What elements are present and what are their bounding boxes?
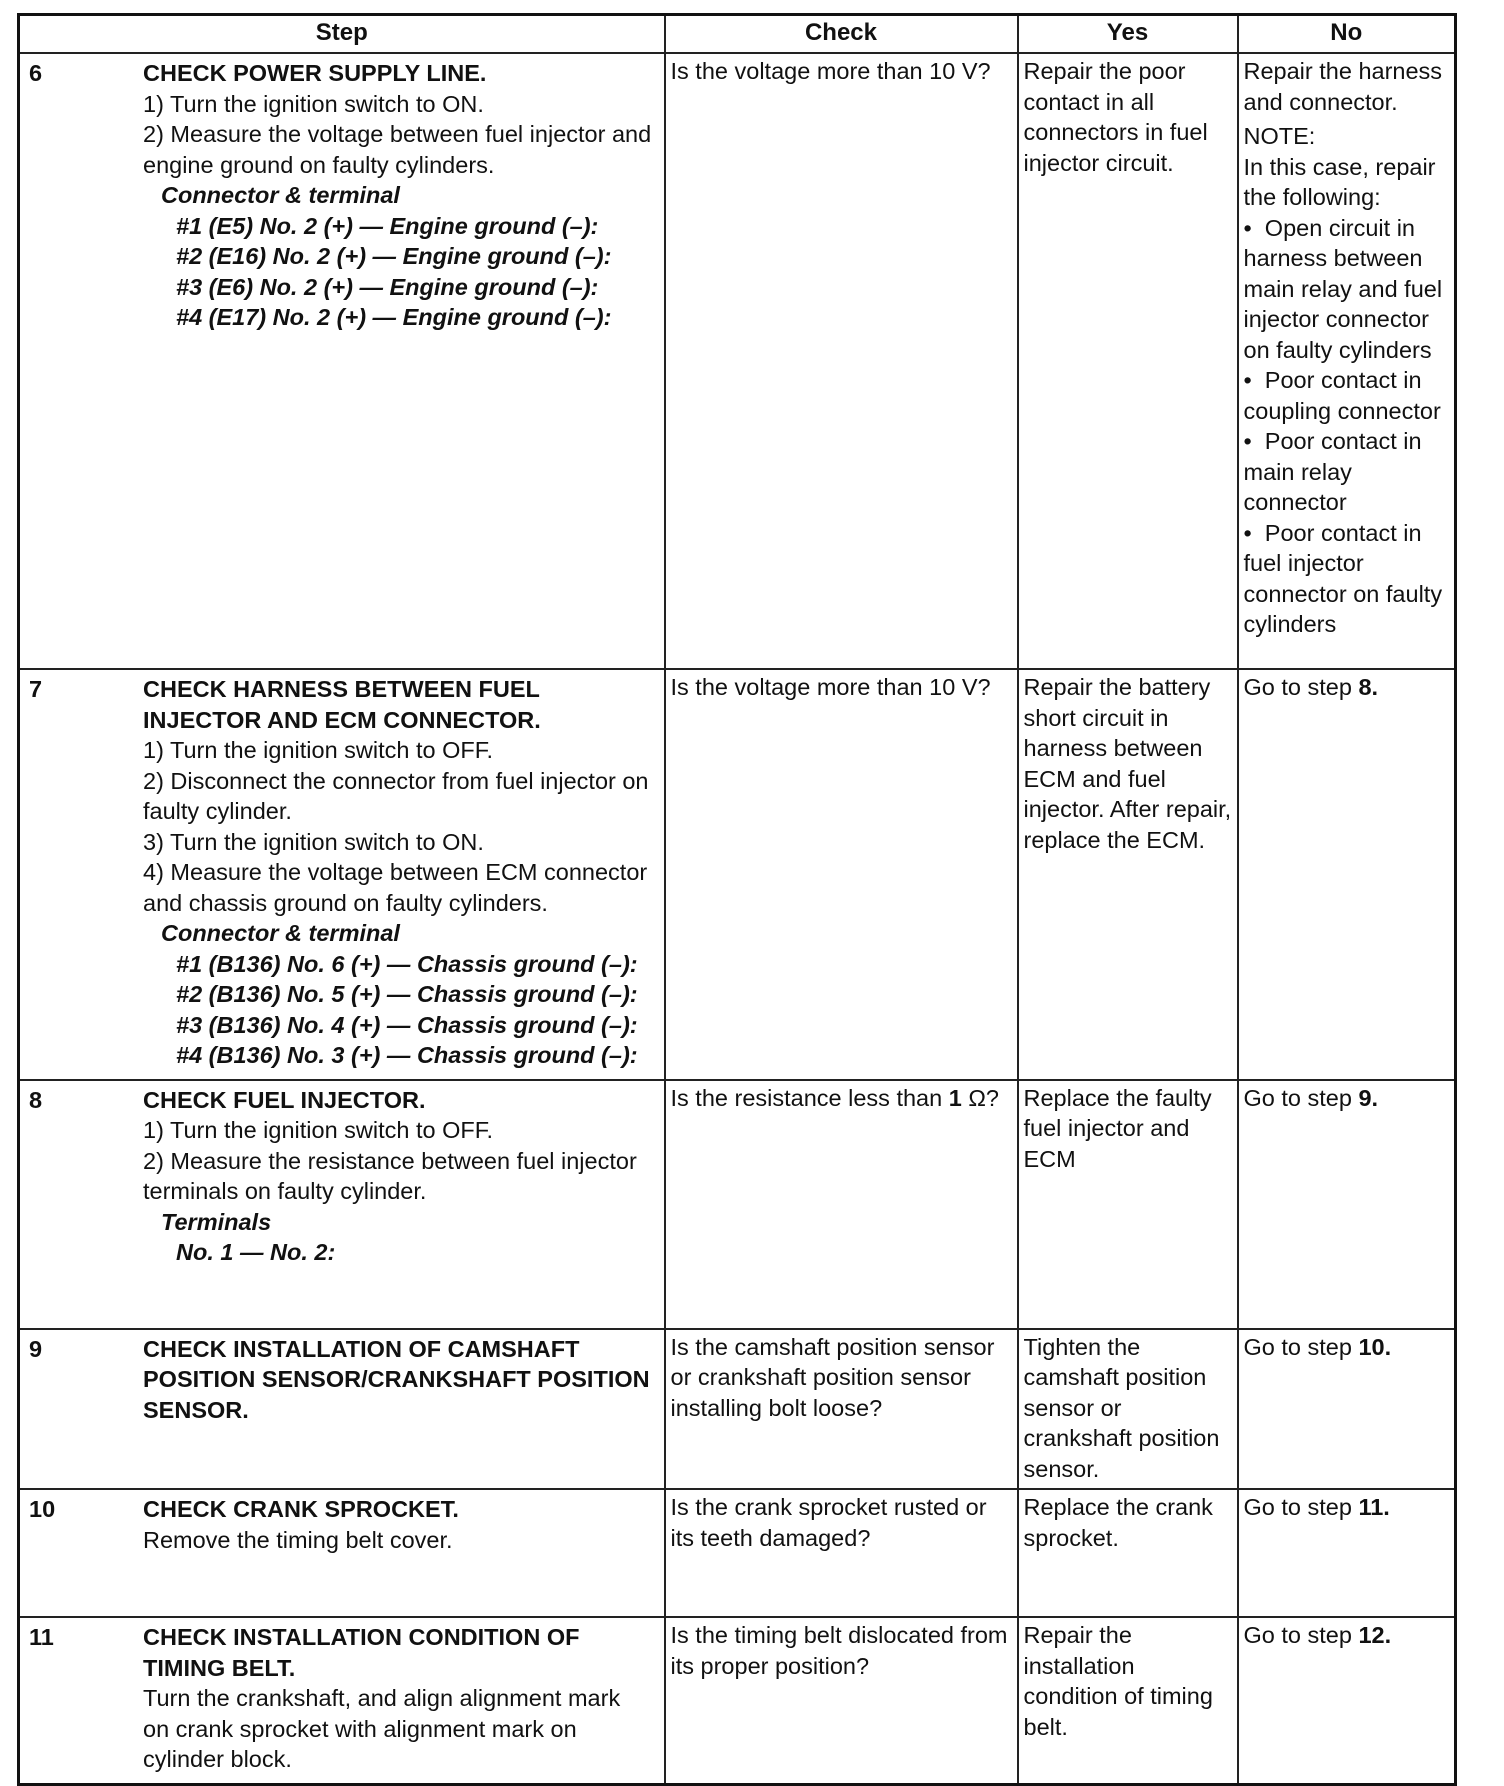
- yes-text: Repair the poor contact in all connectors in fuel injector circuit.: [1023, 58, 1208, 176]
- note-intro: In this case, repair the following:: [1243, 153, 1436, 210]
- no-cell: [1238, 669, 1456, 1080]
- no-cell: [1238, 1080, 1456, 1329]
- step-cell: [19, 53, 665, 669]
- terminal-heading: Connector & terminal: [161, 920, 400, 946]
- note-label: NOTE:: [1243, 123, 1316, 149]
- terminal-line: No. 1 — No. 2:: [176, 1239, 336, 1265]
- header-yes: Yes: [1018, 15, 1238, 54]
- step-cell: [19, 669, 665, 1080]
- no-step-ref: 9.: [1358, 1084, 1379, 1111]
- note-item: • Open circuit in harness between main relay and fuel injector connector on faulty cylinders: [1244, 213, 1450, 366]
- no-step-ref: 8.: [1358, 674, 1379, 700]
- step-title: CHECK POWER SUPPLY LINE.: [143, 60, 487, 86]
- no-step-ref: 11.: [1358, 1494, 1390, 1520]
- instruction: 1) Turn the ignition switch to ON.: [143, 90, 484, 117]
- note-list: [1244, 213, 1450, 640]
- yes-cell: [1018, 669, 1238, 1080]
- check-value: 1: [948, 1084, 962, 1111]
- yes-cell: [1018, 1080, 1238, 1329]
- check-text: Is the voltage more than 10 V?: [670, 58, 991, 84]
- no-cell: [1238, 1489, 1456, 1617]
- terminal-line: #1 (B136) No. 6 (+) — Chassis ground (–):: [176, 950, 638, 977]
- check-cell: [665, 1329, 1018, 1490]
- step-title: CHECK INSTALLATION OF CAMSHAFT POSITION SENSOR/CRANKSHAFT POSITION SENSOR.: [143, 1335, 650, 1423]
- yes-text: Repair the installation condition of timing belt.: [1023, 1622, 1213, 1740]
- step-body: Turn the crankshaft, and align alignment mark on crank sprocket with alignment mark on cylinder block.: [143, 1685, 621, 1772]
- step-cell: [19, 1329, 665, 1490]
- header-check: Check: [665, 15, 1018, 54]
- no-cell: [1238, 1329, 1456, 1490]
- yes-text: Tighten the camshaft position sensor or crankshaft position sensor.: [1023, 1333, 1220, 1482]
- no-prefix: Go to step: [1243, 674, 1359, 700]
- no-text: Repair the harness and connector.: [1243, 58, 1443, 115]
- check-cell: [665, 1080, 1018, 1329]
- terminal-line: #2 (B136) No. 5 (+) — Chassis ground (–):: [176, 981, 638, 1007]
- check-text: Is the crank sprocket rusted or its teeth damaged?: [670, 1494, 987, 1551]
- no-prefix: Go to step: [1243, 1622, 1359, 1648]
- step-number: 8: [29, 1086, 43, 1113]
- instruction: 1) Turn the ignition switch to OFF.: [143, 1117, 494, 1143]
- yes-cell: [1018, 1617, 1238, 1784]
- yes-text: Replace the faulty fuel injector and ECM: [1023, 1084, 1212, 1172]
- yes-cell: [1018, 53, 1238, 669]
- no-step-ref: 10.: [1358, 1333, 1392, 1360]
- step-title: CHECK INSTALLATION CONDITION OF TIMING BELT.: [143, 1624, 580, 1681]
- step-title: CHECK CRANK SPROCKET.: [143, 1496, 459, 1522]
- terminal-line: #4 (E17) No. 2 (+) — Engine ground (–):: [176, 304, 612, 330]
- step-number: 6: [29, 60, 43, 86]
- note-item: • Poor contact in fuel injector connector on faulty cylinders: [1244, 518, 1450, 640]
- instruction: 3) Turn the ignition switch to ON.: [143, 828, 484, 855]
- check-suffix: Ω?: [961, 1084, 999, 1111]
- terminal-line: #2 (E16) No. 2 (+) — Engine ground (–):: [176, 243, 612, 269]
- terminal-line: #4 (B136) No. 3 (+) — Chassis ground (–):: [176, 1042, 638, 1068]
- note-item: • Poor contact in coupling connector: [1244, 365, 1450, 426]
- table-row: [19, 1329, 1456, 1490]
- instruction: 4) Measure the voltage between ECM connector and chassis ground on faulty cylinders.: [143, 859, 648, 916]
- no-prefix: Go to step: [1243, 1084, 1359, 1111]
- header-no: No: [1238, 15, 1456, 54]
- step-cell: [19, 1489, 665, 1617]
- terminal-line: #1 (E5) No. 2 (+) — Engine ground (–):: [176, 212, 599, 239]
- step-number: 7: [29, 676, 43, 702]
- check-cell: [665, 1617, 1018, 1784]
- check-text: Is the timing belt dislocated from its proper position?: [670, 1622, 1008, 1679]
- no-step-ref: 12.: [1358, 1622, 1392, 1648]
- step-number: 9: [29, 1335, 43, 1362]
- yes-cell: [1018, 1329, 1238, 1490]
- header-row: [19, 15, 1456, 54]
- step-body: Remove the timing belt cover.: [143, 1526, 453, 1553]
- table-row: [19, 53, 1456, 669]
- step-title: CHECK HARNESS BETWEEN FUEL INJECTOR AND ECM CONNECTOR.: [143, 676, 541, 733]
- check-text: Is the camshaft position sensor or crankshaft position sensor installing bolt loose?: [670, 1333, 995, 1421]
- yes-text: Repair the battery short circuit in harness between ECM and fuel injector. After repair, replace the ECM.: [1023, 674, 1232, 853]
- no-cell: [1238, 1617, 1456, 1784]
- check-cell: [665, 1489, 1018, 1617]
- step-number: 10: [29, 1496, 56, 1522]
- check-prefix: Is the resistance less than: [670, 1084, 949, 1111]
- table-row: [19, 669, 1456, 1080]
- terminal-heading: Connector & terminal: [161, 182, 400, 208]
- yes-cell: [1018, 1489, 1238, 1617]
- terminal-line: #3 (B136) No. 4 (+) — Chassis ground (–):: [176, 1011, 638, 1038]
- note-item: • Poor contact in main relay connector: [1244, 426, 1450, 518]
- instruction: 2) Measure the resistance between fuel injector terminals on faulty cylinder.: [143, 1147, 637, 1204]
- instruction: 1) Turn the ignition switch to OFF.: [143, 737, 494, 763]
- no-prefix: Go to step: [1243, 1333, 1359, 1360]
- check-cell: [665, 669, 1018, 1080]
- no-cell: [1238, 53, 1456, 669]
- check-text: Is the voltage more than 10 V?: [670, 674, 991, 700]
- diagnostic-table: [17, 13, 1457, 1786]
- step-cell: [19, 1080, 665, 1329]
- header-step: Step: [19, 15, 665, 54]
- step-title: CHECK FUEL INJECTOR.: [143, 1086, 426, 1113]
- instruction: 2) Measure the voltage between fuel injector and engine ground on faulty cylinders.: [143, 121, 652, 178]
- no-prefix: Go to step: [1243, 1494, 1359, 1520]
- step-cell: [19, 1617, 665, 1784]
- yes-text: Replace the crank sprocket.: [1023, 1494, 1213, 1551]
- terminal-line: #3 (E6) No. 2 (+) — Engine ground (–):: [176, 273, 599, 300]
- table-row: [19, 1617, 1456, 1784]
- table-row: [19, 1080, 1456, 1329]
- terminal-heading: Terminals: [161, 1208, 272, 1235]
- table-row: [19, 1489, 1456, 1617]
- check-cell: [665, 53, 1018, 669]
- instruction: 2) Disconnect the connector from fuel injector on faulty cylinder.: [143, 767, 649, 824]
- step-number: 11: [29, 1624, 54, 1650]
